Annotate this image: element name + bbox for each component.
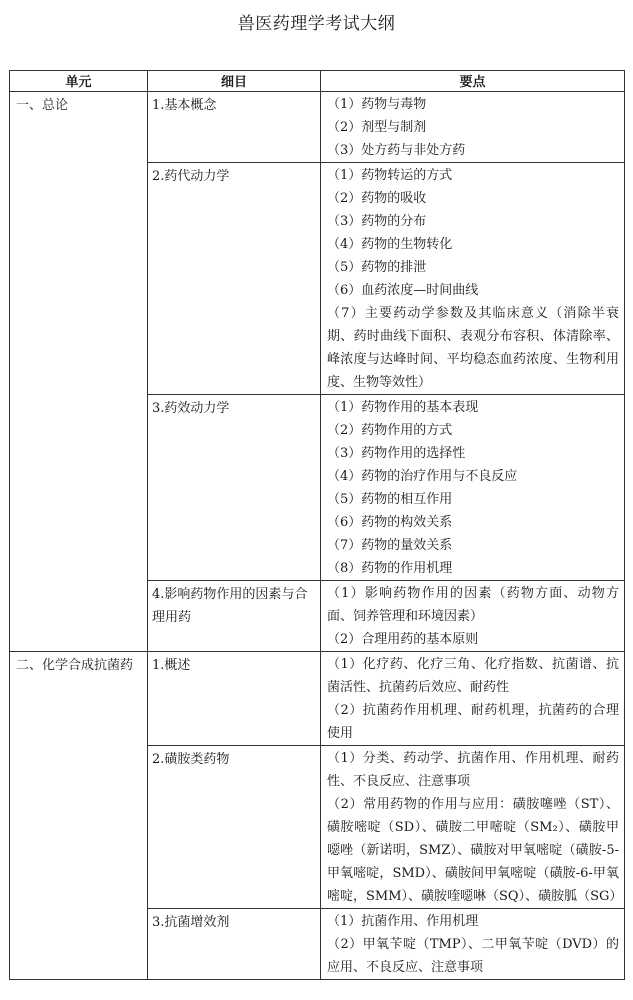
detail-name: 3.药效动力学 <box>148 395 321 581</box>
points-cell <box>321 92 625 163</box>
point-item: （1）药物作用的基本表现 <box>327 400 479 415</box>
detail-name: 3.抗菌增效剂 <box>148 909 321 980</box>
points-cell <box>321 909 625 980</box>
point-item: （8）药物的作用机理 <box>327 561 453 576</box>
points-cell <box>321 581 625 652</box>
point-item: （2）抗菌药作用机理、耐药机理，抗菌药的合理使用 <box>327 703 619 741</box>
point-item: （2）合理用药的基本原则 <box>327 632 479 647</box>
header-unit: 单元 <box>10 71 148 92</box>
unit-name: 一、总论 <box>10 92 148 652</box>
table-row <box>10 92 625 163</box>
detail-name: 2.磺胺类药物 <box>148 746 321 909</box>
point-item: （4）药物的治疗作用与不良反应 <box>327 469 518 484</box>
point-item: （1）化疗药、化疗三角、化疗指数、抗菌谱、抗菌活性、抗菌药后效应、耐药性 <box>327 657 619 695</box>
point-item: （5）药物的排泄 <box>327 260 427 275</box>
points-cell <box>321 395 625 581</box>
unit-name: 二、化学合成抗菌药 <box>10 652 148 980</box>
point-item: （6）药物的构效关系 <box>327 515 453 530</box>
points-cell <box>321 163 625 395</box>
point-item: （4）药物的生物转化 <box>327 237 453 252</box>
point-item: （1）药物与毒物 <box>327 97 427 112</box>
page-title: 兽医药理学考试大纲 <box>237 14 396 34</box>
table-body <box>10 92 625 980</box>
point-item: （2）常用药物的作用与应用：磺胺噻唑（ST）、磺胺嘧啶（SD）、磺胺二甲嘧啶（SM₂）、磺胺甲噁唑（新诺明，SMZ）、磺胺对甲氧嘧啶（磺胺-5-甲氧嘧啶，SMD）、磺胺间甲氧嘧啶（磺胺-6-甲氧嘧啶，SMM）、磺胺喹噁啉（SQ）、磺胺胍（SG） <box>327 797 623 904</box>
detail-name: 2.药代动力学 <box>148 163 321 395</box>
point-item: （2）药物的吸收 <box>327 191 427 206</box>
table-header-row <box>10 71 625 92</box>
detail-name: 1.基本概念 <box>148 92 321 163</box>
detail-name: 4.影响药物作用的因素与合理用药 <box>148 581 321 652</box>
point-item: （3）药物作用的选择性 <box>327 446 466 461</box>
header-detail: 细目 <box>148 71 321 92</box>
point-item: （2）药物作用的方式 <box>327 423 453 438</box>
point-item: （3）药物的分布 <box>327 214 427 229</box>
point-item: （1）影响药物作用的因素（药物方面、动物方面、饲养管理和环境因素） <box>327 586 619 624</box>
point-item: （2）甲氧苄啶（TMP）、二甲氧苄啶（DVD）的应用、不良反应、注意事项 <box>327 937 619 975</box>
header-points: 要点 <box>321 71 625 92</box>
point-item: （7）药物的量效关系 <box>327 538 453 553</box>
point-item: （1）抗菌作用、作用机理 <box>327 914 479 929</box>
detail-name: 1.概述 <box>148 652 321 746</box>
points-cell <box>321 652 625 746</box>
syllabus-table <box>9 70 625 980</box>
point-item: （2）剂型与制剂 <box>327 120 427 135</box>
point-item: （6）血药浓度—时间曲线 <box>327 283 479 298</box>
point-item: （5）药物的相互作用 <box>327 492 453 507</box>
point-item: （7）主要药动学参数及其临床意义（消除半衰期、药时曲线下面积、表观分布容积、体清除率、峰浓度与达峰时间、平均稳态血药浓度、生物利用度、生物等效性） <box>327 306 619 390</box>
points-cell <box>321 746 625 909</box>
point-item: （3）处方药与非处方药 <box>327 143 466 158</box>
point-item: （1）分类、药动学、抗菌作用、作用机理、耐药性、不良反应、注意事项 <box>327 751 619 789</box>
point-item: （1）药物转运的方式 <box>327 168 453 183</box>
table-row <box>10 652 625 746</box>
